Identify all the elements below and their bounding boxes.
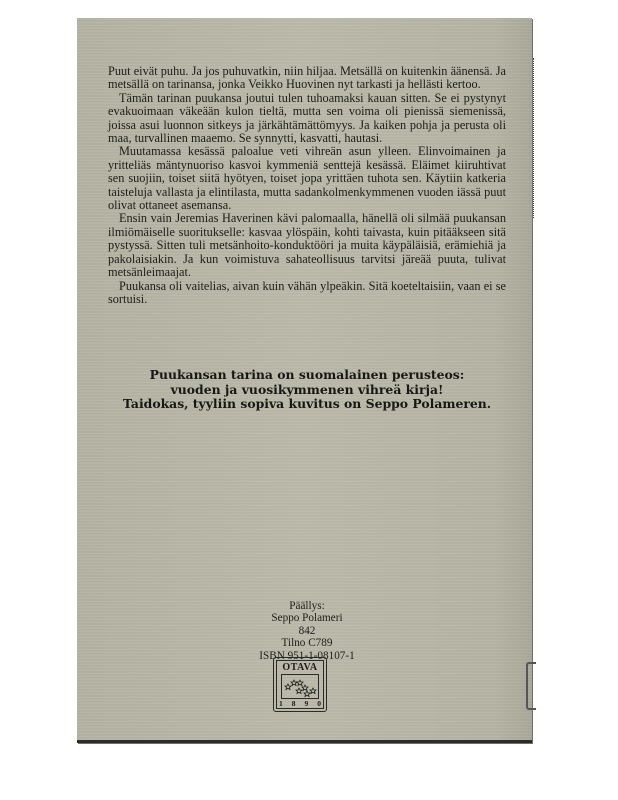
order-number: Tilno C789	[281, 637, 333, 650]
publisher-year	[279, 699, 321, 708]
year-digit: 9	[304, 699, 309, 708]
cover-label: Päällys:	[289, 600, 325, 612]
blurb-paragraph: Muutamassa kesässä paloalue veti vihreän asun ylleen. Elinvoimainen ja yritteliäs mäntynuoriso kasvoi kymmeniä senttejä kesässä. Eläimet kiiruhtivat sen suojiin, toiset siitä hyötyen, toiset jopa yrittäen tuhota sen. Käytiin katkeria taisteluja vallasta ja elintilasta, mutta sadankolmenkymmenen vuoden iässä puut olivat ottaneet asemansa.	[108, 144, 506, 213]
tagline-line: Puukansan tarina on suomalainen perusteos:	[149, 367, 465, 382]
isbn: ISBN 951-1-08107-1	[259, 649, 355, 662]
colophon	[217, 600, 397, 662]
blurb-paragraph: Ensin vain Jeremias Haverinen kävi palomaalla, hänellä oli silmää puukansan ilmiömäiselle suoritukselle: kasvaa ylöspäin, kohti taivasta, kuin pitääkseen sitä pystyssä. Sitten tuli metsänhoito-konduktööri ja muita käypäläisiä, erämiehiä ja pakolaisiakin. Ja kun voimistuva sahateollisuus tarvitsi järeää puuta, tulivat metsänleimaajat.	[108, 211, 506, 280]
cover-artist: Seppo Polameri	[271, 612, 343, 625]
spine-logo-edge	[526, 662, 536, 710]
tagline-line: Taidokas, tyyliin sopiva kuvitus on Seppo Polameren.	[122, 396, 492, 411]
year-digit: 8	[291, 699, 296, 708]
blurb-text	[108, 65, 506, 306]
book-back-cover	[77, 18, 532, 743]
catalog-number: 842	[298, 624, 316, 637]
blurb-paragraph: Tämän tarinan puukansa joutui tulen tuhoamaksi kauan sitten. Se ei pystynyt evakuoimaan väkeään kulon tieltä, mutta sen voima oli pienissä siemenissä, joissa asui luonnon sitkeys ja järkähtämättömyys. Ja kaiken pohja ja perusta oli maa, turvallinen maaemo. Se synnytti, kasvatti, hautasi.	[108, 90, 506, 146]
year-digit: 0	[317, 699, 321, 708]
tagline-line: vuoden ja vuosikymmenen vihreä kirja!	[170, 381, 444, 397]
tagline	[97, 368, 517, 412]
publisher-logo	[273, 657, 327, 712]
publisher-name: OTAVA	[282, 662, 318, 673]
star-constellation-icon	[281, 674, 319, 699]
blurb-paragraph: Puukansa oli vaitelias, aivan kuin vähän ylpeäkin. Sitä koeteltaisiin, vaan ei se sortuisi.	[108, 278, 506, 306]
year-digit: 1	[279, 699, 283, 708]
spine-edge	[531, 58, 534, 218]
blurb-paragraph: Puut eivät puhu. Ja jos puhuvatkin, niin hiljaa. Metsällä on kuitenkin äänensä. Ja metsällä on tarinansa, jonka Veikko Huovinen nyt tarkasti ja hellästi kertoo.	[108, 64, 506, 92]
